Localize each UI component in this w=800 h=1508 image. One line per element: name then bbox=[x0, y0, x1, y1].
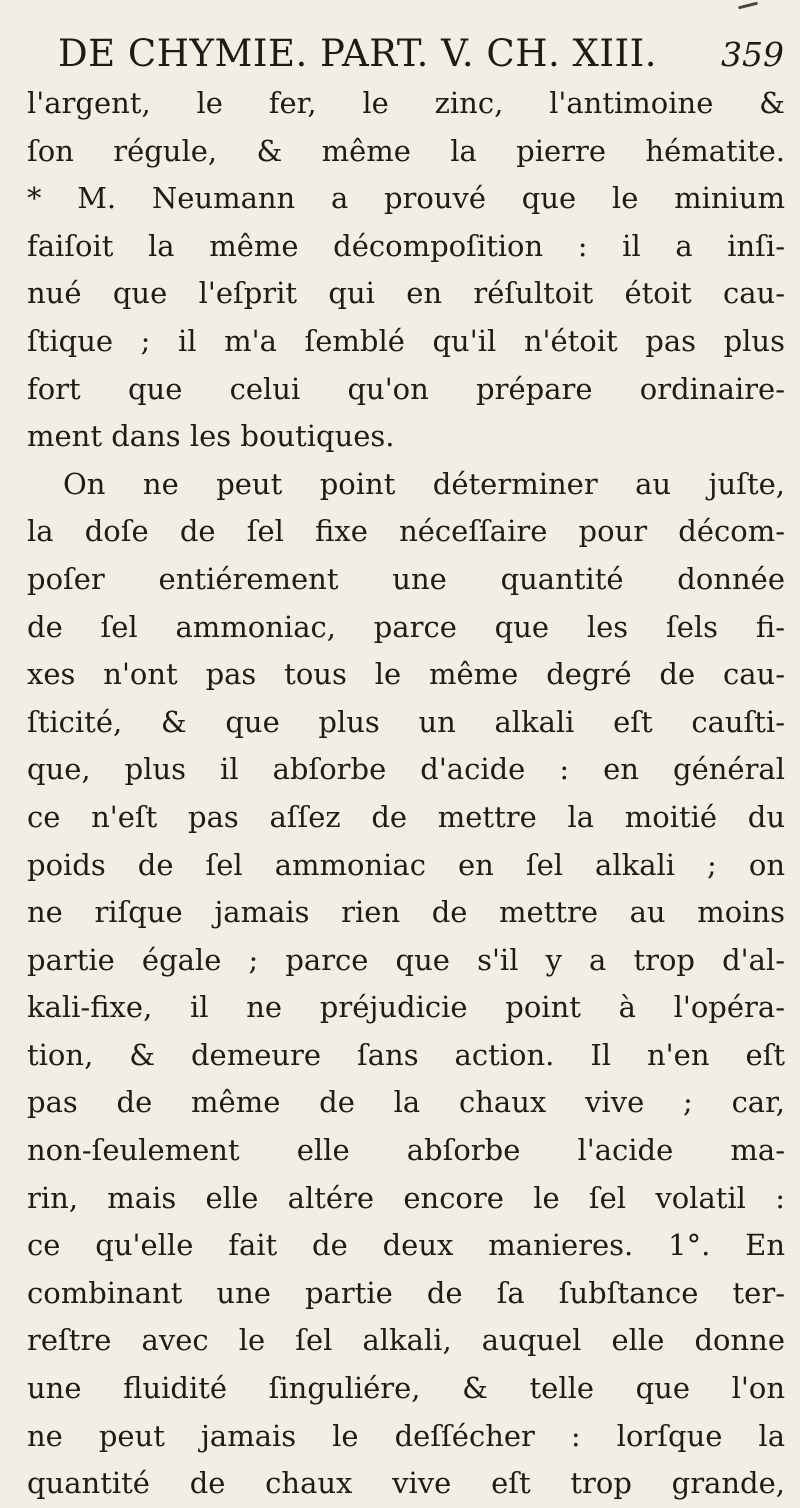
text-line: non-ſeulement elle abſorbe l'acide ma- bbox=[27, 1133, 785, 1168]
text-line: quantité de chaux vive eſt trop grande, bbox=[27, 1466, 785, 1501]
text-line: reſtre avec le ſel alkali, auquel elle donne bbox=[27, 1323, 785, 1358]
text-line: la doſe de ſel fixe néceſſaire pour décom- bbox=[27, 514, 785, 549]
text-line: ſticité, & que plus un alkali eſt cauſti- bbox=[27, 704, 785, 739]
text-line: rin, mais elle altére encore le ſel volatil : bbox=[27, 1180, 785, 1215]
text-line: une fluidité ſinguliére, & telle que l'on bbox=[27, 1371, 785, 1406]
body-text bbox=[27, 80, 785, 1508]
running-title: DE CHYMIE. PART. V. CH. XIII. bbox=[58, 32, 657, 75]
paragraph-start-line: On ne peut point déterminer au juſte, bbox=[63, 466, 785, 501]
text-line: ſtique ; il m'a ſemblé qu'il n'étoit pas plus bbox=[27, 323, 785, 358]
page-header bbox=[58, 22, 784, 84]
text-line: pas de même de la chaux vive ; car, bbox=[27, 1085, 785, 1120]
text-line: kali-fixe, il ne préjudicie point à l'opéra- bbox=[27, 990, 785, 1025]
text-line: poids de ſel ammoniac en ſel alkali ; on bbox=[27, 847, 785, 882]
page-number: 359 bbox=[721, 35, 784, 74]
text-line: partie égale ; parce que s'il y a trop d'al- bbox=[27, 942, 785, 977]
text-line: combinant une partie de ſa ſubſtance ter- bbox=[27, 1275, 785, 1310]
text-line: xes n'ont pas tous le même degré de cau- bbox=[27, 657, 785, 692]
text-line: ce n'eſt pas aſſez de mettre la moitié du bbox=[27, 799, 785, 834]
text-line: poſer entiérement une quantité donnée bbox=[27, 561, 785, 596]
text-line: de ſel ammoniac, parce que les ſels fi- bbox=[27, 609, 785, 644]
text-line: faiſoit la même décompoſition : il a inſi- bbox=[27, 228, 785, 263]
text-line: ce qu'elle fait de deux manieres. 1°. En bbox=[27, 1228, 785, 1263]
text-line: ne peut jamais le deſſécher : lorſque la bbox=[27, 1418, 785, 1453]
ink-speck bbox=[738, 2, 758, 10]
text-line: tion, & demeure ſans action. Il n'en eſt bbox=[27, 1037, 785, 1072]
text-line: nué que l'eſprit qui en réſultoit étoit cau- bbox=[27, 276, 785, 311]
text-line: que, plus il abſorbe d'acide : en général bbox=[27, 752, 785, 787]
text-line: ne riſque jamais rien de mettre au moins bbox=[27, 895, 785, 930]
text-line: * M. Neumann a prouvé que le minium bbox=[27, 181, 785, 216]
text-line: ment dans les boutiques. bbox=[27, 419, 395, 454]
text-line: fort que celui qu'on prépare ordinaire- bbox=[27, 371, 785, 406]
text-line: ſon régule, & même la pierre hématite. bbox=[27, 133, 785, 168]
text-line: l'argent, le fer, le zinc, l'antimoine & bbox=[27, 86, 785, 120]
